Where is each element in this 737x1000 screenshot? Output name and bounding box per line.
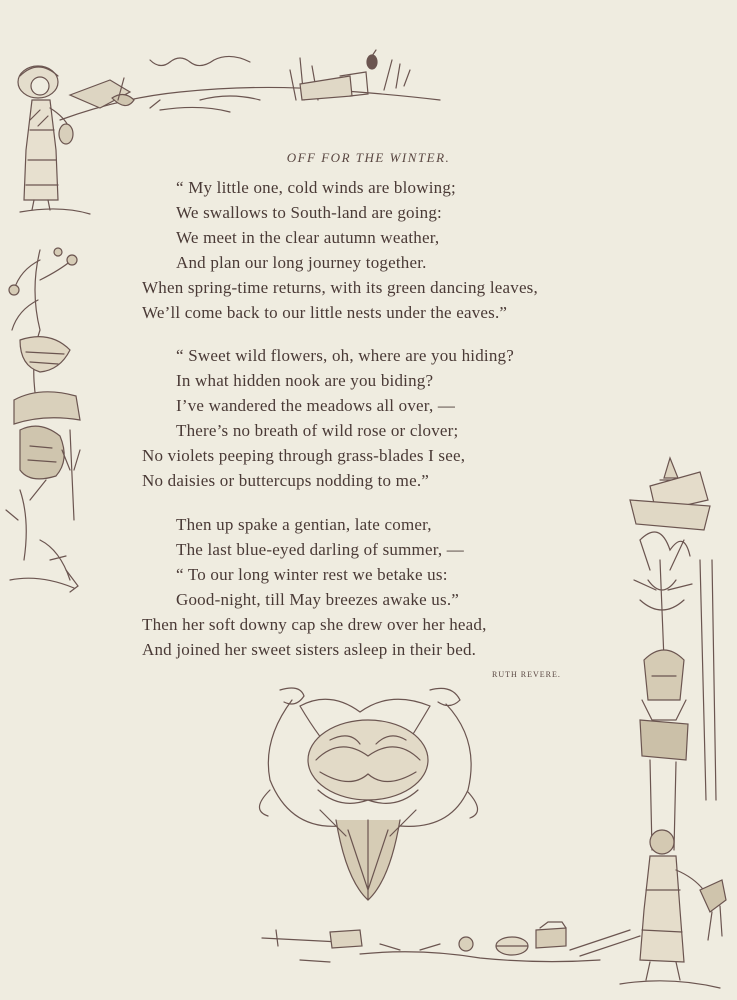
- poem-line: “ To our long winter rest we betake us:: [176, 565, 448, 584]
- poem-line: We’ll come back to our little nests under the eaves.”: [142, 303, 508, 322]
- poem-line: And plan our long journey together.: [176, 253, 427, 272]
- wildflowers-and-grasses-engraving: [6, 248, 80, 592]
- poem-line: We swallows to South-land are going:: [176, 203, 442, 222]
- child-with-toy-horse-engraving: [620, 830, 726, 988]
- poem-line: No daisies or buttercups nodding to me.”: [142, 471, 430, 490]
- poem-line: Good-night, till May breezes awake us.”: [176, 590, 460, 609]
- poem-line: The last blue-eyed darling of summer, —: [176, 540, 465, 559]
- poem-line: I’ve wandered the meadows all over, —: [176, 396, 456, 415]
- poem-attribution: RUTH REVERE.: [492, 670, 561, 679]
- poem-line: There’s no breath of wild rose or clover;: [176, 421, 459, 440]
- poem-title: OFF FOR THE WINTER.: [286, 150, 451, 165]
- poem-line: When spring-time returns, with its green dancing leaves,: [142, 278, 538, 297]
- poem-line: Then her soft downy cap she drew over her head,: [142, 615, 487, 634]
- gentian-flower-vignette: [259, 688, 477, 900]
- scattered-toys-engraving: [262, 922, 640, 962]
- meadow-and-fence-engraving: [30, 50, 440, 126]
- poem-line: “ Sweet wild flowers, oh, where are you hiding?: [176, 346, 514, 365]
- poem-line: And joined her sweet sisters asleep in their bed.: [142, 640, 477, 659]
- poem-line: “ My little one, cold winds are blowing;: [176, 178, 456, 197]
- poem-line: We meet in the clear autumn weather,: [176, 228, 440, 247]
- poem-line: Then up spake a gentian, late comer,: [176, 515, 432, 534]
- poem-line: In what hidden nook are you biding?: [176, 371, 434, 390]
- poem-line: No violets peeping through grass-blades I see,: [142, 446, 466, 465]
- girl-with-doll-engraving: [18, 66, 90, 214]
- plant-urn-and-sailboat-picture-engraving: [630, 458, 716, 850]
